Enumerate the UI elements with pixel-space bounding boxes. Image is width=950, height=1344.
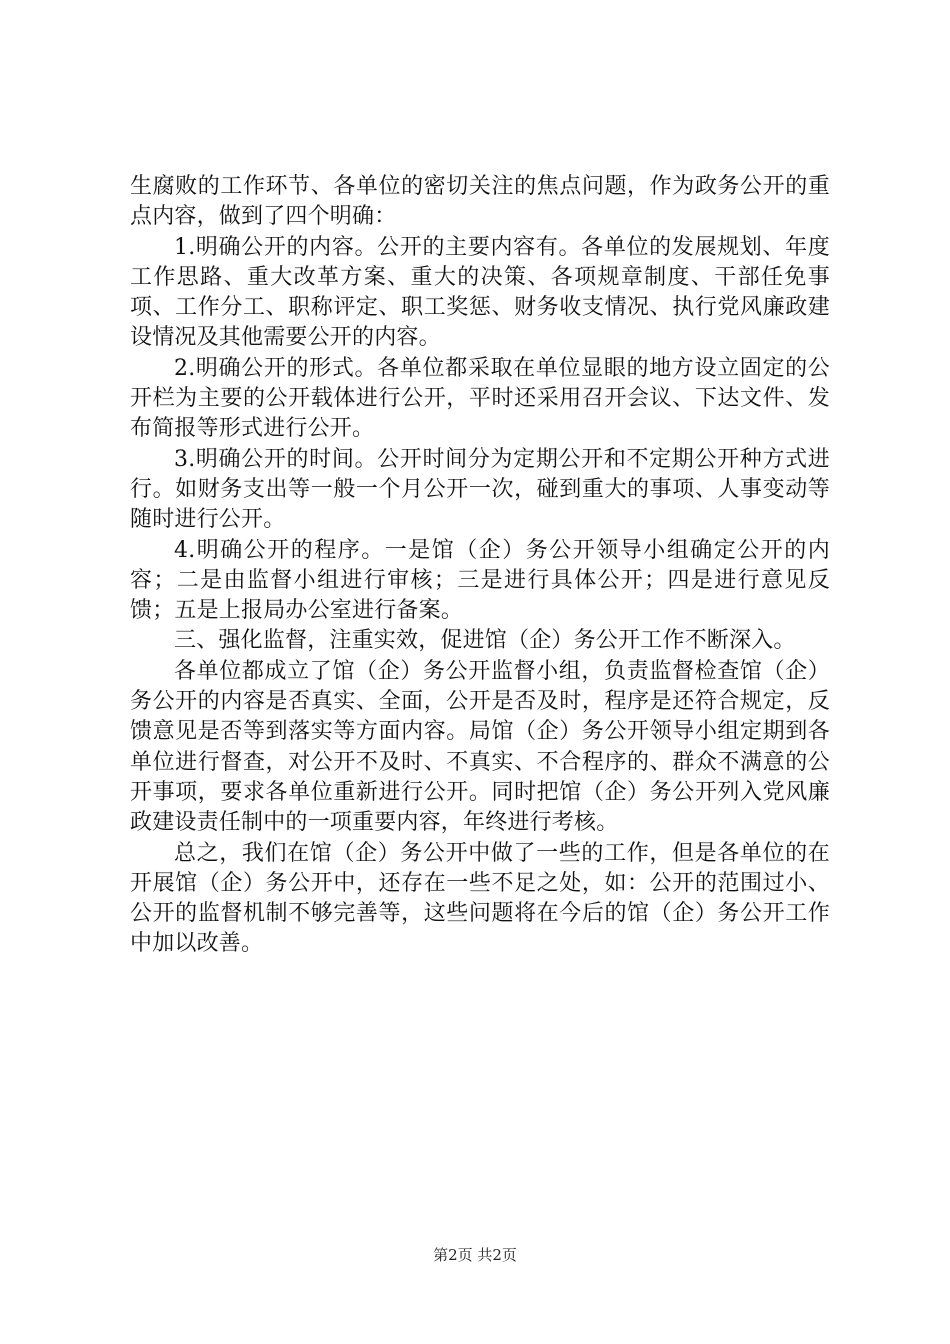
page-footer: 第2页 共2页 (433, 1246, 517, 1264)
paragraph-supervision: 各单位都成立了馆（企）务公开监督小组，负责监督检查馆（企）务公开的内容是否真实、全面，公开是否及时，程序是还符合规定，反馈意见是否等到落实等方面内容。局馆（企）务公开领导小组定期到各单位进行督查，对公开不及时、不真实、不合程序的、群众不满意的公开事项，要求各单位重新进行公开。同时把馆（企）务公开列入党风廉政建设责任制中的一项重要内容，年终进行考核。 (130, 658, 830, 836)
section-heading-3: 三、强化监督，注重实效，促进馆（企）务公开工作不断深入。 (174, 628, 796, 654)
paragraph-continuation: 生腐败的工作环节、各单位的密切关注的焦点问题，作为政务公开的重点内容，做到了四个明确： (130, 174, 830, 230)
paragraph-summary: 总之，我们在馆（企）务公开中做了一些的工作，但是各单位的在开展馆（企）务公开中，还存在一些不足之处，如：公开的范围过小、公开的监督机制不够完善等，这些问题将在今后的馆（企）务公开工作中加以改善。 (130, 840, 830, 957)
paragraph-item-2: 2.明确公开的形式。各单位都采取在单位显眼的地方设立固定的公开栏为主要的公开载体进行公开，平时还采用召开会议、下达文件、发布简报等形式进行公开。 (130, 355, 830, 442)
document-body (130, 172, 830, 960)
paragraph-item-4: 4.明确公开的程序。一是馆（企）务公开领导小组确定公开的内容；二是由监督小组进行审核；三是进行具体公开；四是进行意见反馈；五是上报局办公室进行备案。 (130, 537, 830, 624)
paragraph-item-3: 3.明确公开的时间。公开时间分为定期公开和不定期公开种方式进行。如财务支出等一般一个月公开一次，碰到重大的事项、人事变动等随时进行公开。 (130, 446, 830, 533)
paragraph-item-1: 1.明确公开的内容。公开的主要内容有。各单位的发展规划、年度工作思路、重大改革方案、重大的决策、各项规章制度、干部任免事项、工作分工、职称评定、职工奖惩、财务收支情况、执行党风廉政建设情况及其他需要公开的内容。 (130, 234, 830, 351)
